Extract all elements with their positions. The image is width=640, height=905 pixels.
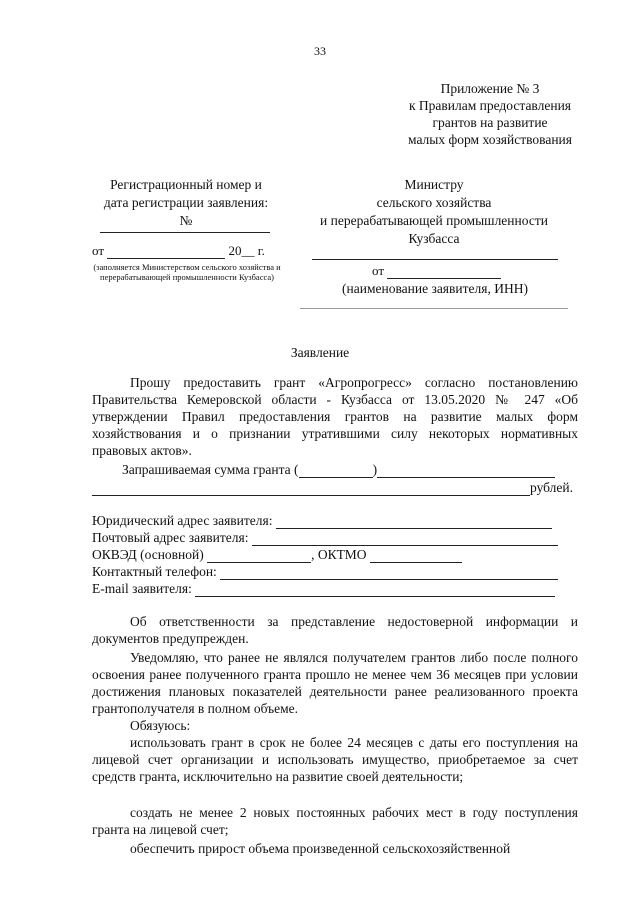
applicant-from	[372, 263, 501, 279]
legal-address-row	[92, 512, 578, 529]
registration-number-sign: №	[179, 213, 193, 228]
applicant-caption: (наименование заявителя, ИНН)	[342, 281, 528, 296]
addressee-block	[296, 176, 572, 248]
registration-date-year: 20__ г.	[228, 243, 265, 258]
addressee-line	[312, 259, 558, 260]
amount-words-blank-2	[92, 481, 530, 496]
postal-address-row	[92, 529, 578, 546]
okved-row: ОКВЭД (основной) , ОКТМО	[92, 546, 578, 563]
registration-line-1: Регистрационный номер и	[110, 177, 262, 192]
registration-date-blank	[107, 244, 225, 259]
email-row	[92, 580, 578, 597]
registration-date-prefix: от	[92, 243, 105, 258]
applicant-from-blank	[387, 264, 501, 279]
addressee-line-2: сельского хозяйства	[376, 195, 492, 210]
registration-line-2: дата регистрации заявления:	[103, 195, 269, 210]
registration-block	[86, 176, 286, 230]
phone-row	[92, 563, 578, 580]
addressee-line-3: и перерабатывающей промышленности	[320, 213, 548, 228]
applicant-line	[300, 308, 568, 309]
addressee-line-4: Кузбасса	[408, 231, 460, 246]
obligation-item: использовать грант в срок не более 24 месяцев с даты его поступления на лицевой счет организации и использовать имущество, приобретаемое за счет средств гранта, исключительно на развитие своей деятельности;	[92, 735, 578, 784]
okved-label: ОКВЭД (основной)	[92, 547, 204, 562]
notice-paragraph: Уведомляю, что ранее не являлся получателем грантов либо после полного освоения ранее полученного гранта прошло не менее чем 36 месяцев при условии достижения плановых показателей деятельности ранее реализованного проекта грантополучателя в полном объеме.	[92, 650, 578, 716]
legal-address-blank	[276, 514, 552, 529]
appendix-line-1: Приложение № 3	[440, 81, 540, 96]
oktmo-blank	[370, 548, 462, 563]
email-label: E-mail заявителя:	[92, 581, 192, 596]
appendix-line-3: грантов на развитие	[432, 115, 548, 130]
postal-address-label: Почтовый адрес заявителя:	[92, 530, 249, 545]
phone-label: Контактный телефон:	[92, 564, 217, 579]
obligation-item: обеспечить прирост объема произведенной сельскохозяйственной	[130, 841, 511, 856]
responsibility-paragraph: Об ответственности за представление недостоверной информации и документов предупрежден.	[92, 614, 578, 646]
amount-label: Запрашиваемая сумма гранта (	[122, 462, 299, 477]
registration-number-line	[100, 232, 270, 233]
appendix-line-4: малых форм хозяйствования	[408, 132, 572, 147]
request-paragraph: Прошу предоставить грант «Агропрогресс» согласно постановлению Правительства Кемеровской области - Кузбасса от 13.05.2020 № 247 «Об утверждении Правил предоставления грантов на развитие малых форм хозяйствования и о признании утратившими силу некоторых нормативных правовых актов».	[92, 375, 578, 458]
appendix-header	[380, 80, 600, 148]
amount-row-2	[92, 479, 578, 496]
addressee-line-1: Министру	[404, 177, 464, 192]
phone-blank	[220, 565, 558, 580]
registration-date	[92, 243, 265, 259]
amount-figures-blank	[299, 463, 373, 478]
legal-address-label: Юридический адрес заявителя:	[92, 513, 273, 528]
okved-blank	[207, 548, 311, 563]
oktmo-label: ОКТМО	[317, 547, 367, 562]
amount-row	[92, 461, 578, 478]
registration-note: (заполняется Министерством сельского хозяйства и перерабатывающей промышленности Кузбасса)	[93, 262, 281, 282]
amount-currency: рублей.	[530, 480, 574, 495]
page-number: 33	[314, 44, 326, 58]
document-title: Заявление	[290, 345, 350, 360]
obligation-item: создать не менее 2 новых постоянных рабочих мест в году поступления гранта на лицевой счет;	[92, 805, 578, 837]
obligations-heading: Обязуюсь:	[130, 718, 191, 733]
amount-close-paren: )	[372, 462, 378, 477]
applicant-from-prefix: от	[372, 263, 385, 278]
postal-address-blank	[252, 531, 558, 546]
amount-words-blank	[377, 463, 555, 478]
email-blank	[195, 582, 555, 597]
appendix-line-2: к Правилам предоставления	[408, 98, 572, 113]
